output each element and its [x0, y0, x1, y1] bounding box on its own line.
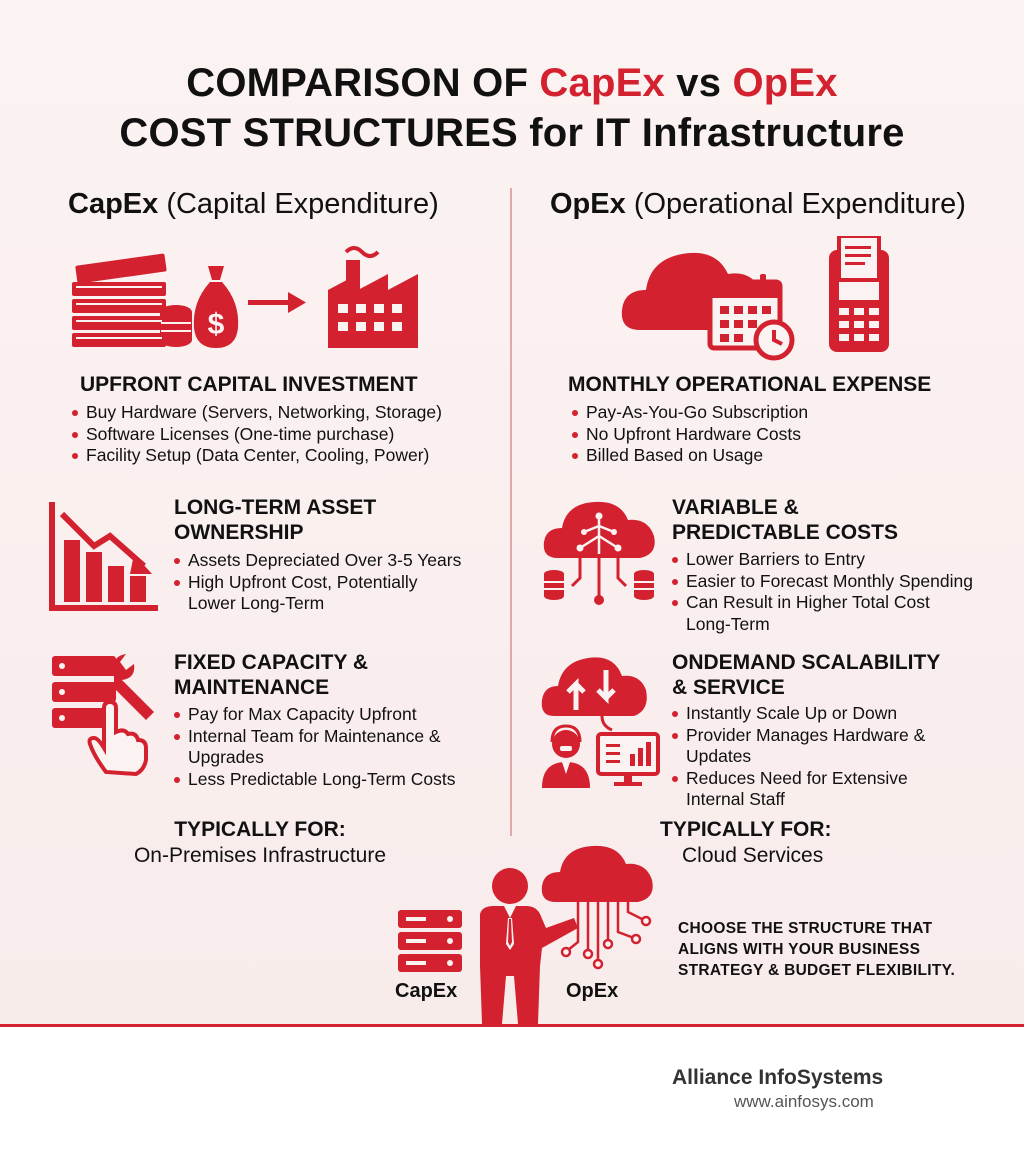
bottom-capex-label: CapEx: [395, 980, 458, 1002]
payment-terminal-icon: [825, 236, 895, 356]
title-rest: for IT Infrastructure: [529, 111, 905, 155]
list-item: Billed Based on Usage: [570, 445, 808, 467]
list-item: Updates: [686, 746, 752, 766]
opex-heading-bold: OpEx: [550, 188, 626, 220]
declining-chart-icon: [48, 500, 160, 612]
title-vs: vs: [676, 61, 722, 105]
list-item: Lower Long-Term: [188, 593, 325, 613]
opex-heading-rest: (Operational Expenditure): [633, 188, 966, 220]
title-line-1: [0, 58, 1024, 108]
footer-brand: Alliance InfoSystems: [672, 1066, 884, 1089]
list-item: Facility Setup (Data Center, Cooling, Power): [70, 445, 442, 467]
capex-section-3-title-line-2: MAINTENANCE: [174, 676, 330, 699]
list-item: Pay-As-You-Go Subscription: [570, 402, 808, 424]
capex-section-2-list: [172, 550, 461, 615]
server-stack-icon: [396, 908, 464, 974]
cta-line-2: ALIGNS WITH YOUR BUSINESS: [678, 941, 921, 958]
server-wrench-icon: [50, 652, 162, 776]
opex-typically-label: TYPICALLY FOR:: [660, 818, 832, 841]
capex-heading: [68, 187, 439, 221]
opex-section-2-title: [672, 495, 898, 545]
capex-typically-value: On-Premises Infrastructure: [133, 844, 387, 867]
opex-section-2-title-line-2: PREDICTABLE COSTS: [672, 521, 898, 544]
list-item: No Upfront Hardware Costs: [570, 424, 808, 446]
title-capex: CapEx: [539, 61, 665, 105]
money-stack-icon: [68, 252, 193, 352]
list-item: Software Licenses (One-time purchase): [70, 424, 442, 446]
list-item: Can Result in Higher Total Cost: [670, 592, 973, 614]
cta-line-3: STRATEGY & BUDGET FLEXIBILITY.: [678, 962, 956, 979]
list-item: Upgrades: [188, 747, 264, 767]
list-item: Provider Manages Hardware &: [670, 725, 925, 747]
baseline-rule: [0, 1024, 1024, 1027]
opex-section-2-title-line-1: VARIABLE &: [672, 496, 799, 519]
capex-typically-label: TYPICALLY FOR:: [174, 818, 346, 841]
capex-section-2-title-line-1: LONG-TERM ASSET: [174, 496, 377, 519]
cloud-network-icon: [540, 496, 658, 614]
list-item: Internal Team for Maintenance &: [172, 726, 455, 748]
call-to-action: [678, 918, 955, 981]
capex-section-2-title-line-2: OWNERSHIP: [174, 521, 304, 544]
cta-line-1: CHOOSE THE STRUCTURE THAT: [678, 920, 933, 937]
list-item: Buy Hardware (Servers, Networking, Storage): [70, 402, 442, 424]
bottom-opex-label: OpEx: [566, 980, 619, 1002]
capex-section-1-list: [70, 402, 442, 467]
list-item: Less Predictable Long-Term Costs: [172, 769, 455, 791]
factory-icon: [318, 238, 428, 350]
list-item: High Upfront Cost, Potentially: [172, 572, 461, 594]
opex-typically-value: Cloud Services: [682, 844, 824, 867]
opex-section-3-title: [672, 650, 940, 700]
capex-heading-rest: (Capital Expenditure): [166, 188, 439, 220]
arrow-right-icon: [248, 290, 308, 314]
list-item: Internal Staff: [686, 789, 785, 809]
list-item: Reduces Need for Extensive: [670, 768, 925, 790]
capex-section-3-list: [172, 704, 455, 790]
opex-section-1-list: [570, 402, 808, 467]
capex-section-1-title: UPFRONT CAPITAL INVESTMENT: [80, 373, 418, 396]
opex-section-2-list: [670, 549, 973, 635]
capex-section-2-title: [174, 495, 376, 545]
opex-section-3-title-line-1: ONDEMAND SCALABILITY: [672, 651, 941, 674]
cloud-circuit-icon: [538, 842, 656, 972]
title-opex: OpEx: [732, 61, 838, 105]
capex-heading-bold: CapEx: [68, 188, 159, 220]
title-bold: COST STRUCTURES: [119, 111, 518, 155]
list-item: Easier to Forecast Monthly Spending: [670, 571, 973, 593]
opex-section-3-list: [670, 703, 925, 811]
opex-heading: [550, 187, 966, 221]
opex-section-3-title-line-2: & SERVICE: [672, 676, 785, 699]
calendar-clock-icon: [706, 272, 796, 362]
list-item: Long-Term: [686, 613, 770, 634]
footer-url: www.ainfosys.com: [734, 1092, 874, 1111]
capex-section-3-title-line-1: FIXED CAPACITY &: [174, 651, 369, 674]
support-agent-scaling-icon: [540, 650, 662, 790]
capex-section-3-title: [174, 650, 368, 700]
title-prefix: COMPARISON OF: [186, 61, 529, 105]
list-item: Pay for Max Capacity Upfront: [172, 704, 455, 726]
opex-section-1-title: MONTHLY OPERATIONAL EXPENSE: [568, 373, 932, 396]
list-item: Instantly Scale Up or Down: [670, 703, 925, 725]
list-item: Lower Barriers to Entry: [670, 549, 973, 571]
money-bag-icon: [190, 262, 242, 350]
column-divider: [510, 188, 512, 836]
list-item: Assets Depreciated Over 3-5 Years: [172, 550, 461, 572]
svg-text:$: $: [207, 308, 225, 341]
title-line-2: [0, 108, 1024, 158]
